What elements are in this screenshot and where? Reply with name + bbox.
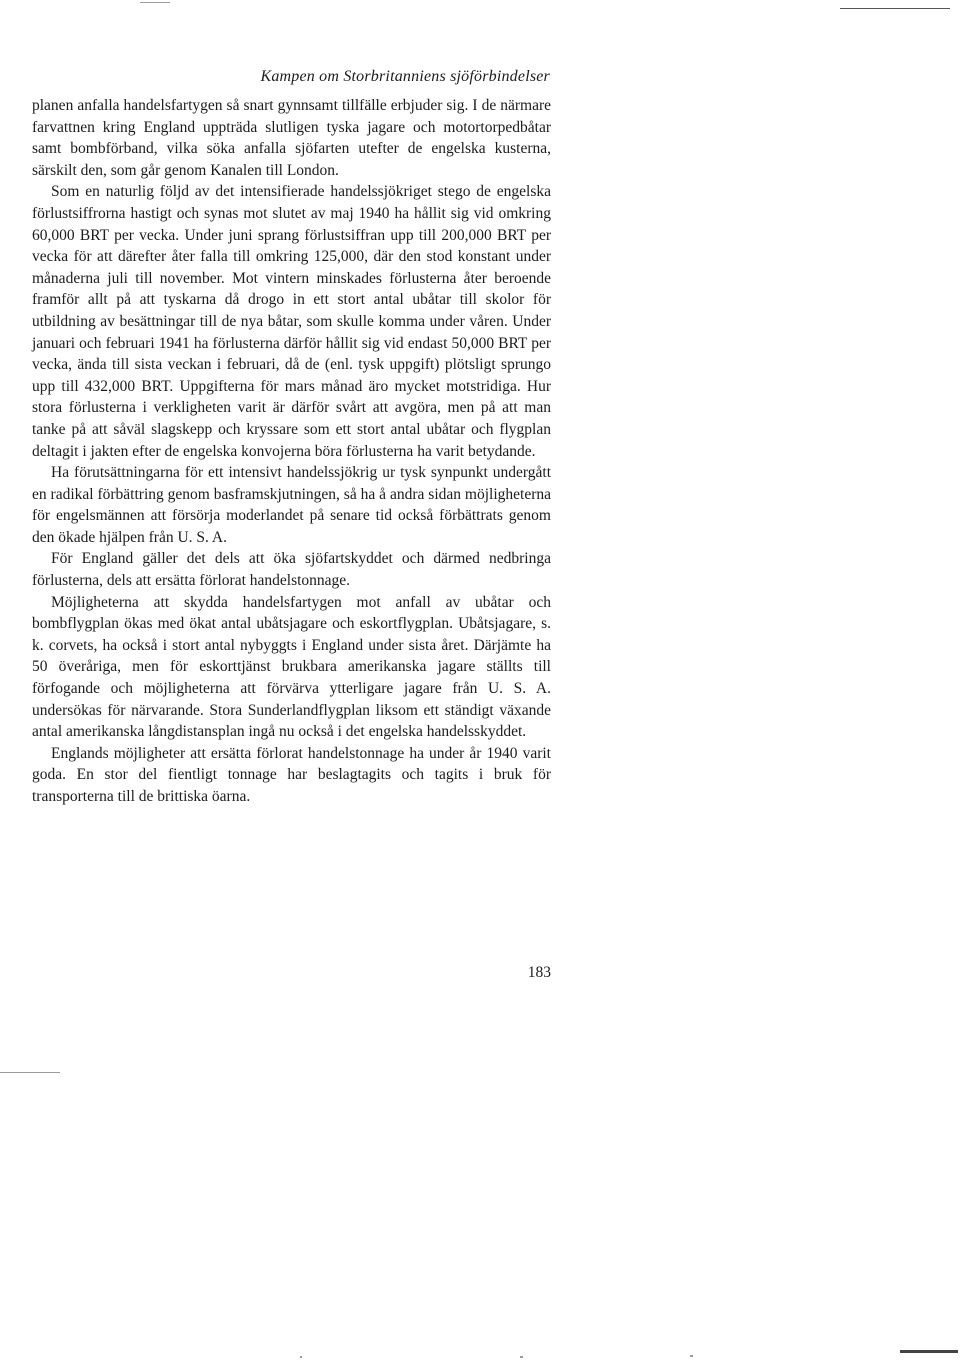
page-number: 183 [527,964,551,981]
paragraph-6: Englands möjligheter att ersätta förlorat handelstonnage ha under år 1940 varit goda. En stor del fientligt tonnage har beslagtagits och tagits i bruk för transporterna till de brittiska öarna. [32,744,551,805]
scan-mark-bottom [300,1356,302,1358]
paragraph-5: Möjligheterna att skydda handelsfartygen mot anfall av ubåtar och bombflygplan ökas med ökat antal ubåtsjagare och eskortflygplan. Ubåtsjagare, s. k. corvets, ha också i stort antal nybyggts i England under sista året. Därjämte ha 50 överåriga, men för eskorttjänst brukbara amerikanska jagare ställts till förfogande och möjligheterna att förvärva ytterligare jagare från U. S. A. undersökas för närvarande. Stora Sunderlandflygplan liksom ett ständigt växande antal amerikanska långdistansplan ingå nu också i det engelska handelsskyddet. [32,593,551,741]
scan-mark-bottom-3 [690,1355,693,1357]
scan-mark-left [0,1072,60,1073]
scan-mark-top-right [840,8,950,9]
scan-mark-bottom-2 [520,1356,523,1358]
paragraph-3: Ha förutsättningarna för ett intensivt handelssjökrig ur tysk synpunkt undergått en radikal förbättring genom basframskjutningen, så ha å andra sidan möjligheterna för engelsmännen att försörja moderlandet på senare tid också förbättrats genom den ökade hjälpen från U. S. A. [32,464,551,546]
body-text [32,95,551,808]
paragraph-4: För England gäller det dels att öka sjöfartskyddet och därmed nedbringa förlusterna, dels att ersätta förlorat handelstonnage. [32,550,551,590]
paragraph-1: planen anfalla handelsfartygen så snart gynnsamt tillfälle erbjuder sig. I de närmare farvattnen kring England uppträda slutligen tyska jagare och motortorpedbåtar samt bombförband, vilka söka anfalla sjöfarten utefter de engelska kusterna, särskilt den, som går genom Kanalen till London. [32,97,551,179]
running-head: Kampen om Storbritanniens sjöförbindelser [260,68,550,85]
scan-mark-top [140,2,170,3]
paragraph-2: Som en naturlig följd av det intensifierade handelssjökriget stego de engelska förlustsiffrorna hastigt och synas mot slutet av maj 1940 ha hållit sig vid omkring 60,000 BRT per vecka. Under juni sprang förlustsiffran upp till 200,000 BRT per vecka för att därefter åter falla till omkring 125,000, där den stod konstant under månaderna juli till november. Mot vintern minskades förlusterna åter beroende framför allt på att tyskarna då drogo in ett stort antal ubåtar till skolor för utbildning av besättningar till de nya båtar, som skulle komma under våren. Under januari och februari 1941 ha förlusterna därför hållit sig vid endast 50,000 BRT per vecka, ända till sista veckan i februari, då de (enl. tysk uppgift) plötsligt sprungo upp till 432,000 BRT. Uppgifterna för mars månad äro mycket motstridiga. Hur stora förlusterna i verkligheten varit är därför svårt att avgöra, men på att man tanke på att såväl slagskepp och kryssare som ett stort antal ubåtar och flygplan deltagit i jakten efter de engelska konvojerna böra förlusterna ha varit betydande. [32,183,551,460]
scan-mark-bottom-right [900,1350,958,1353]
